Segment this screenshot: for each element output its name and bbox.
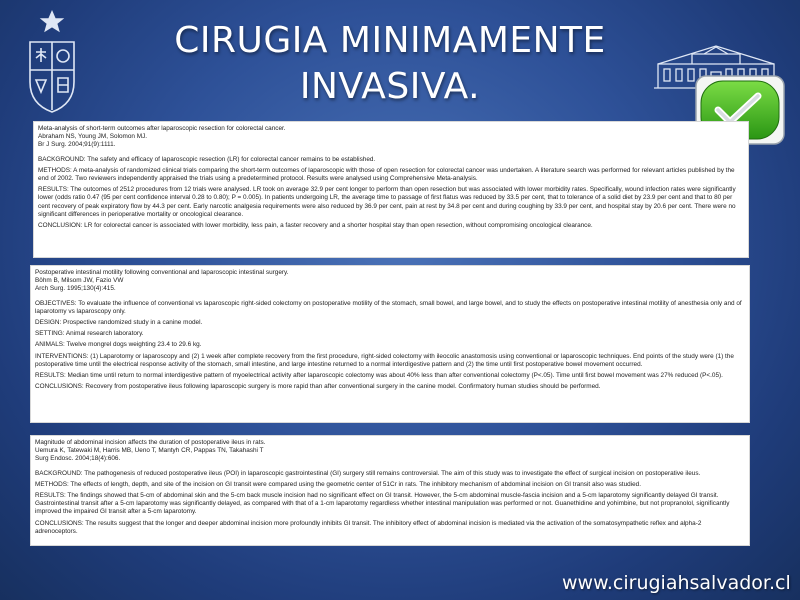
abstract-results: RESULTS: The findings showed that 5-cm of abdominal skin and the 5-cm back muscle incision had no significant effect on GI transit. However, the 5-cm abdominal muscle-fascia incision and a 5-cm laparotomy significantly delayed GI transit. Gastrointestinal transit after a 5-cm laparotomy was significantly delayed, as compared with that of a 1-cm laparotomy regardless whether intestinal manipulation was performed or not. Guanethidine and yohimbine, but not propranolol, significantly improved the impaired GI transit after a 5-cm laparotomy. xyxy=(35,492,730,516)
abstract-citation: Surg Endosc. 2004;18(4):606. xyxy=(35,455,121,463)
abstract-title: Postoperative intestinal motility following conventional and laparoscopic intestinal surgery. xyxy=(35,269,289,276)
abstract-objectives: OBJECTIVES: To evaluate the influence of conventional vs laparoscopic right-sided colectomy on postoperative motility of the stomach, small bowel, and large bowel, and to study the effects on postoperative intestinal motility of anesthesia only and of laparotomy vs laparoscopy only. xyxy=(35,299,742,315)
university-crest-icon xyxy=(22,8,82,128)
slide-title xyxy=(150,18,630,110)
abstract-card-3 xyxy=(30,435,750,546)
abstract-card-1 xyxy=(33,121,749,258)
abstract-animals: ANIMALS: Twelve mongrel dogs weighting 23.4 to 29.6 kg. xyxy=(35,341,202,349)
abstract-interventions: INTERVENTIONS: (1) Laparotomy or laparoscopy and (2) 1 week after complete recovery from the first procedure, right-sided colectomy with ileocolic anastomosis using conventional or laparoscopic techniques. End points of the study were (1) the postoperative time until the electrical response activity of the stomach, small intestine, and large intestine returned to a normal interdigestive pattern and (2) the time until first postoperative bowel movement occurred. xyxy=(35,352,734,368)
footer-website-url: www.cirugiahsalvador.cl xyxy=(562,572,791,594)
abstract-card-2 xyxy=(30,265,750,423)
title-line-2: INVASIVA. xyxy=(299,66,481,107)
abstract-background: BACKGROUND: The safety and efficacy of laparoscopic resection (LR) for colorectal cancer remains to be established. xyxy=(38,155,376,163)
abstract-citation: Arch Surg. 1995;130(4):415. xyxy=(35,285,116,293)
abstract-title: Meta-analysis of short-term outcomes after laparoscopic resection for colorectal cancer. xyxy=(38,125,286,132)
abstract-authors: Uemura K, Tatewaki M, Harris MB, Ueno T, Mantyh CR, Pappas TN, Takahashi T xyxy=(35,447,264,455)
abstract-results: RESULTS: Median time until return to normal interdigestive pattern of myoelectrical activity after laparoscopic colectomy was about 40% less than after conventional colectomy (P<.05). Time until first bowel movement was 27% reduced (P<.05). xyxy=(35,372,723,380)
abstract-conclusions: CONCLUSIONS: The results suggest that the longer and deeper abdominal incision more profoundly inhibits GI transit. The inhibitory effect of abdominal incision is mediated via the activation of the somatosympathetic reflex and alpha-2 adrenoceptors. xyxy=(35,519,702,535)
title-line-1: CIRUGIA MINIMAMENTE xyxy=(174,20,606,61)
abstract-title: Magnitude of abdominal incision affects the duration of postoperative ileus in rats. xyxy=(35,439,266,446)
abstract-background: BACKGROUND: The pathogenesis of reduced postoperative ileus (POI) in laparoscopic gastrointestinal (GI) surgery still remains controversial. The aim of this study was to investigate the effect of surgical incision on postoperative ileus. xyxy=(35,469,701,477)
abstract-conclusion: CONCLUSION: LR for colorectal cancer is associated with lower morbidity, less pain, a faster recovery and a shorter hospital stay than open resection, without compromising oncological clearance. xyxy=(38,222,593,230)
abstract-methods: METHODS: The effects of length, depth, and site of the incision on GI transit were compared using the geometric center of 51Cr in rats. The inhibitory mechanism of abdominal incision on GI transit also was studied. xyxy=(35,480,641,488)
abstract-citation: Br J Surg. 2004;91(9):1111. xyxy=(38,141,116,149)
abstract-design: DESIGN: Prospective randomized study in a canine model. xyxy=(35,319,203,327)
abstract-authors: Böhm B, Milsom JW, Fazio VW xyxy=(35,277,124,285)
abstract-results: RESULTS: The outcomes of 2512 procedures from 12 trials were analysed. LR took on average 32.9 per cent longer to perform than open resection but was associated with lower morbidity rates. Specifically, wound infection rates were significantly lower (odds ratio 0.47 (95 per cent confidence interval 0.28 to 0.80); P = 0.005). In patients undergoing LR, the average time to passage of first flatus was reduced by 33.5 per cent, that to tolerance of a solid diet by 23.9 per cent and that to 80 per cent recovery of peak expiratory flow by 44.3 per cent. Early narcotic analgesia requirements were also reduced by 36.9 per cent, pain at rest by 34.8 per cent and during coughing by 33.9 per cent, and hospital stay by 20.6 per cent. There were no significant differences in perioperative mortality or oncological clearance. xyxy=(38,186,736,218)
abstract-conclusions: CONCLUSIONS: Recovery from postoperative ileus following laparoscopic surgery is more rapid than after conventional surgery in the canine model. Confirmatory human studies should be performed. xyxy=(35,383,601,391)
abstract-authors: Abraham NS, Young JM, Solomon MJ. xyxy=(38,133,148,141)
abstract-methods: METHODS: A meta-analysis of randomized clinical trials comparing the short-term outcomes of laparoscopic with those of open resection for colorectal cancer was undertaken. A literature search was performed for relevant articles published by the end of 2002. Two reviewers independently appraised the trials using a predetermined protocol. Results were analysed using Comprehensive Meta-analysis. xyxy=(38,166,735,183)
abstract-setting: SETTING: Animal research laboratory. xyxy=(35,330,144,338)
